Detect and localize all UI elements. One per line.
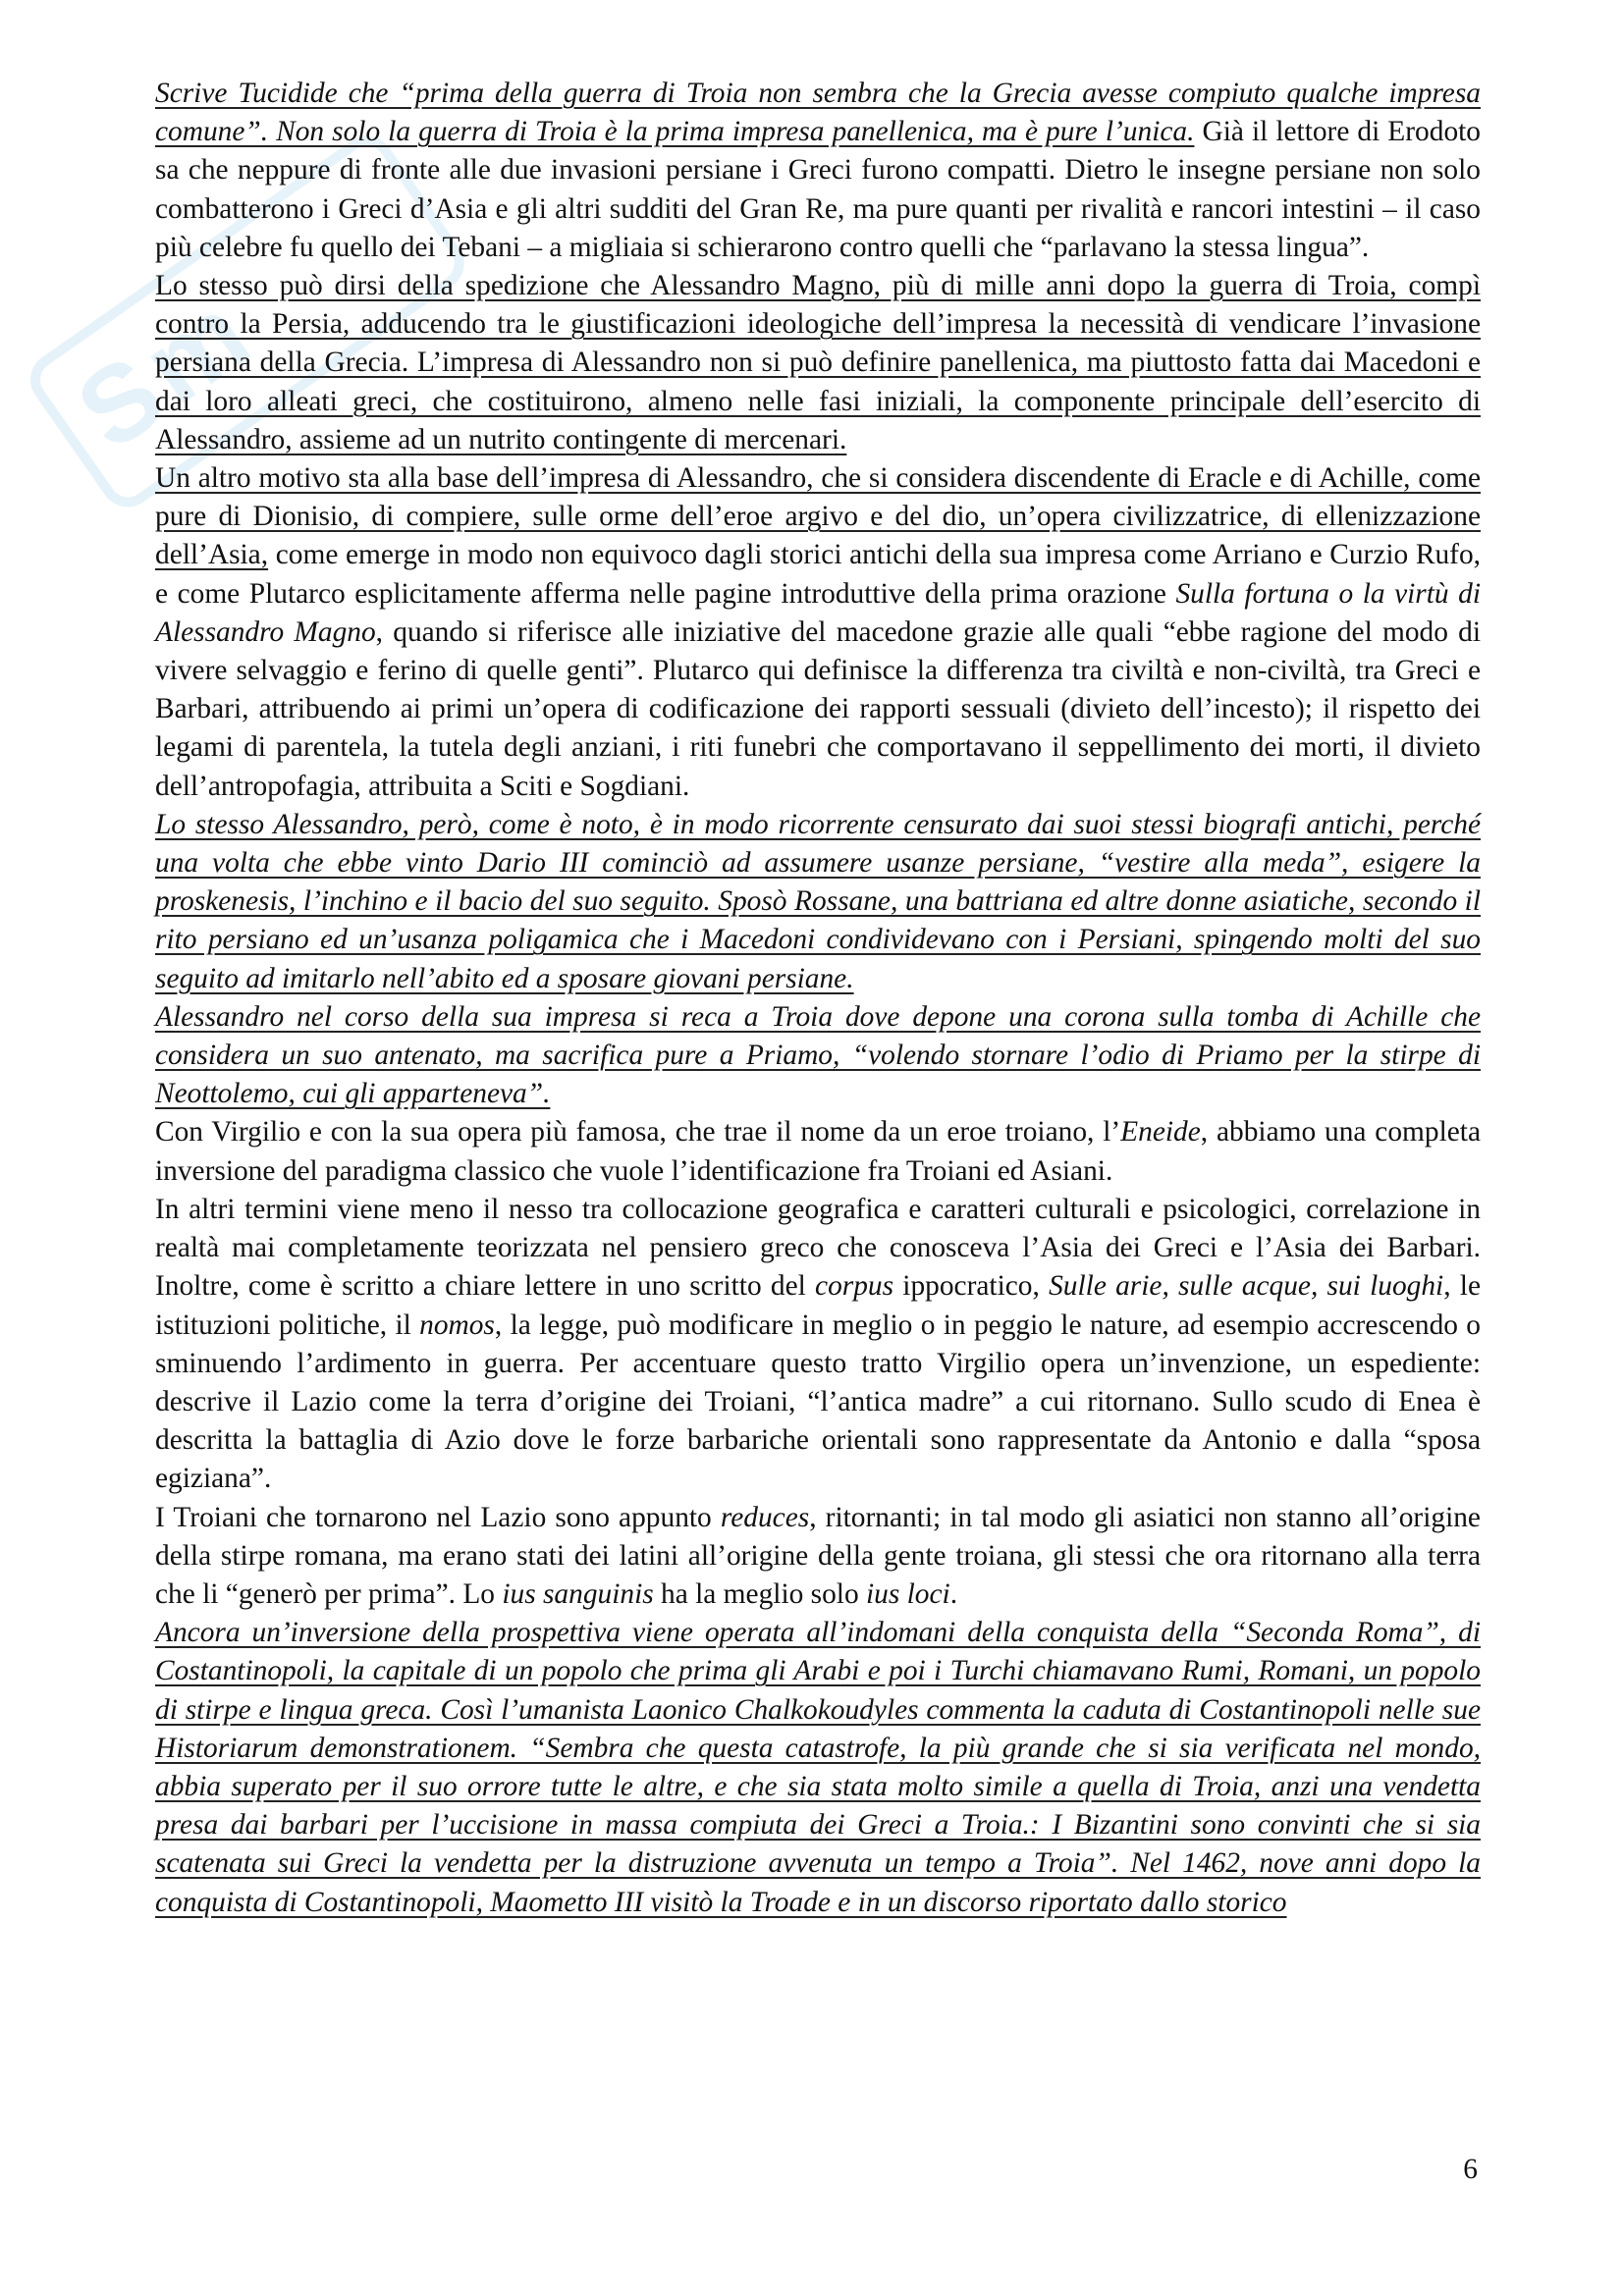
paragraph [155, 75, 1481, 267]
text-segment: ha la meglio solo [653, 1577, 866, 1610]
text-segment: reduces [720, 1501, 810, 1533]
paragraph [155, 1614, 1481, 1922]
page-number: 6 [1463, 2154, 1478, 2185]
paragraph [155, 1499, 1481, 1615]
text-segment: , quando si riferisce alle iniziative del macedone grazie alle quali “ebbe ragione del modo di vivere selvaggio e ferino di quelle genti”. Plutarco qui definisce la differenza tra civiltà e non-civiltà, tra Greci e Barbari, attribuendo ai primi un’opera di codificazione dei rapporti sessuali (divieto dell’incesto); il rispetto dei legami di parentela, la tutela degli anziani, i riti funebri che comportavano il seppellimento dei morti, il divieto dell’antropofagia, attribuita a Sciti e Sogdiani. [155, 615, 1481, 802]
paragraph [155, 459, 1481, 806]
text-segment: Eneide [1120, 1116, 1201, 1148]
text-segment: , le istituzioni politiche, il [155, 1270, 1482, 1341]
text-segment: , abbiamo una completa inversione del paradigma classico che vuole l’identificazione fra Troiani ed Asiani. [155, 1116, 1482, 1187]
text-segment: I Troiani che tornarono nel Lazio sono appunto [155, 1501, 721, 1533]
paragraph [155, 1113, 1481, 1190]
text-segment: In altri termini viene meno il nesso tra collocazione geografica e caratteri culturali e psicologici, correlazione in realtà mai completamente teorizzata nel pensiero greco che conosceva l’Asia dei Greci e l’Asia dei Barbari. Inoltre, come è scritto a chiare lettere in uno scritto del [155, 1193, 1481, 1303]
paragraph [155, 998, 1481, 1114]
text-segment: Sulla fortuna o la virtù di Alessandro Magno [155, 577, 1481, 648]
text-segment: come emerge in modo non equivoco dagli storici antichi della sua impresa come Arriano e Curzio Rufo, e come Plutarco esplicitamente afferma nelle pagine introduttive della prima orazione [155, 539, 1481, 610]
text-segment: Alessandro nel corso della sua impresa si reca a Troia dove depone una corona sulla tomba di Achille che considera un suo antenato, ma sacrifica pure a Priamo, “volendo stornare l’odio di Priamo per la stirpe di Neottolemo, cui gli apparteneva”. [155, 1000, 1481, 1110]
text-segment: Con Virgilio e con la sua opera più famosa, che trae il nome da un eroe troiano, l’ [155, 1116, 1121, 1148]
text-segment: ius loci [866, 1577, 950, 1610]
text-segment: , la legge, può modificare in meglio o in peggio le nature, ad esempio accrescendo o sminuendo l’ardimento in guerra. Per accentuare questo tratto Virgilio opera un’invenzione, un espediente: descrive il Lazio come la terra d’origine dei Troiani, “l’antica madre” a cui ritornano. Sullo scudo di Enea è descritta la battaglia di Azio dove le forze barbariche orientali sono rappresentate da Antonio e dalla “sposa egiziana”. [155, 1308, 1481, 1495]
text-segment: Lo stesso Alessandro, però, come è noto, è in modo ricorrente censurato dai suoi stessi biografi antichi, perché una volta che ebbe vinto Dario III cominciò ad assumere usanze persiane, “vestire alla meda”, esigere la proskenesis, l’inchino e il bacio del suo seguito. Sposò Rossane, una battriana ed altre donne asiatiche, secondo il rito persiano ed un’usanza poligamica che i Macedoni condividevano con i Persiani, spingendo molti del suo seguito ad imitarlo nell’abito ed a sposare giovani persiane. [155, 808, 1481, 994]
text-segment: . [949, 1577, 958, 1610]
paragraph [155, 267, 1481, 459]
text-segment: ippocratico, [893, 1270, 1050, 1303]
paragraph [155, 806, 1481, 998]
text-segment: Scrive Tucidide che “prima della guerra di Troia non sembra che la Grecia avesse compiuto qualche impresa comune”. Non solo la guerra di Troia è la prima impresa panellenica, ma è pure l’unica. [155, 78, 1481, 148]
text-segment: Già il lettore di Erodoto sa che neppure di fronte alle due invasioni persiane i Greci furono compatti. Dietro le insegne persiane non solo combatterono i Greci d’Asia e gli altri sudditi del Gran Re, ma pure quanti per rivalità e rancori intestini – il caso più celebre fu quello dei Tebani – a migliaia si schierarono contro quelli che “parlavano la stessa lingua”. [155, 116, 1481, 263]
text-segment: ius sanguinis [502, 1577, 654, 1610]
text-segment: Un altro motivo sta alla base dell’impresa di Alessandro, che si considera discendente di Eracle e di Achille, come pure di Dionisio, di compiere, sulle orme dell’eroe argivo e del dio, un’opera civilizzatrice, di ellenizzazione dell’Asia, [155, 462, 1481, 571]
watermark-text: Sm [56, 268, 277, 473]
text-segment: , ritornanti; in tal modo gli asiatici non stanno all’origine della stirpe romana, ma erano stati dei latini all’origine della gente troiana, gli stessi che ora ritornano alla terra che li “generò per prima”. Lo [155, 1501, 1481, 1610]
text-segment: Sulle arie, sulle acque, sui luoghi [1049, 1270, 1444, 1303]
document-body [155, 75, 1481, 1922]
text-segment: corpus [815, 1270, 894, 1303]
text-segment: Lo stesso può dirsi della spedizione che Alessandro Magno, più di mille anni dopo la guerra di Troia, compì contro la Persia, adducendo tra le giustificazioni ideologiche dell’impresa la necessità di vendicare l’invasione persiana della Grecia. L’impresa di Alessandro non si può definire panellenica, ma piuttosto fatta dai Macedoni e dai loro alleati greci, che costituirono, almeno nelle fasi iniziali, la componente principale dell’esercito di Alessandro, assieme ad un nutrito contingente di mercenari. [155, 270, 1481, 455]
text-segment: Ancora un’inversione della prospettiva viene operata all’indomani della conquista della “Seconda Roma”, di Costantinopoli, la capitale di un popolo che prima gli Arabi e poi i Turchi chiamavano Rumi, Romani, un popolo di stirpe e lingua greca. Così l’umanista Laonico Chalkokoudyles commenta la caduta di Costantinopoli nelle sue Historiarum demonstrationem. “Sembra che questa catastrofe, la più grande che si sia verificata nel mondo, abbia superato per il suo orrore tutte le altre, e che sia stata molto simile a quella di Troia, anzi una vendetta presa dai barbari per l’uccisione in massa compiuta dei Greci a Troia.: I Bizantini sono convinti che si sia scatenata sui Greci la vendetta per la distruzione avvenuta un tempo a Troia”. Nel 1462, nove anni dopo la conquista di Costantinopoli, Maometto III visitò la Troade e in un discorso riportato dallo storico [155, 1617, 1481, 1918]
text-segment: nomos [419, 1308, 495, 1341]
paragraph [155, 1191, 1481, 1499]
